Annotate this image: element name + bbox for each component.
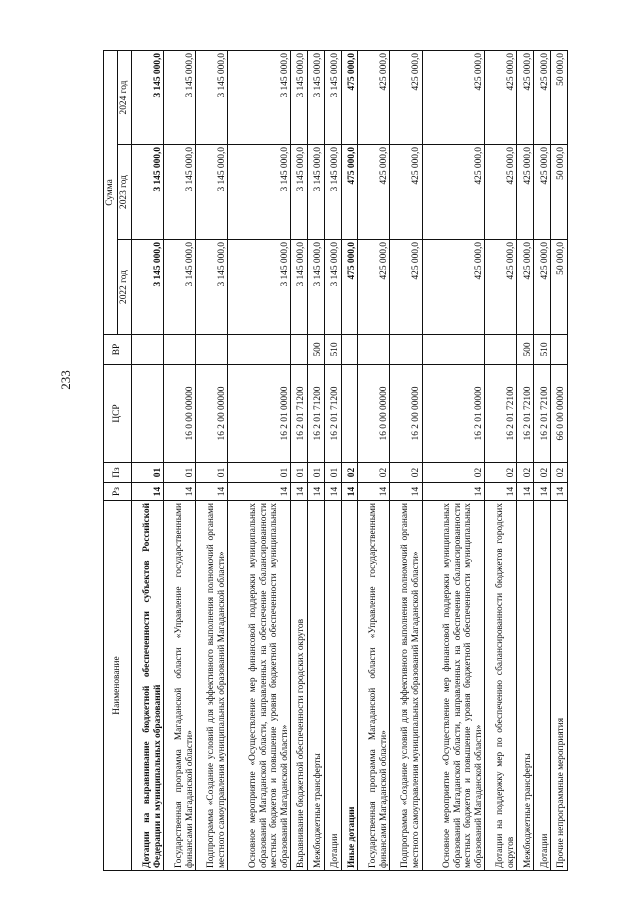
cell-2024: 425 000,0 — [534, 51, 551, 145]
cell-2023: 50 000,0 — [551, 145, 568, 240]
cell-2024: 3 145 000,0 — [196, 51, 228, 145]
cell-2022: 425 000,0 — [485, 240, 517, 335]
cell-vr — [485, 335, 517, 365]
cell-csr: 16 2 01 71200 — [307, 365, 324, 463]
table-row — [551, 51, 568, 871]
cell-pz: 02 — [341, 463, 358, 483]
cell-2023: 3 145 000,0 — [132, 145, 164, 240]
cell-vr: 510 — [534, 335, 551, 365]
cell-2022: 3 145 000,0 — [132, 240, 164, 335]
cell-2022: 3 145 000,0 — [196, 240, 228, 335]
cell-2023: 425 000,0 — [517, 145, 534, 240]
cell-name: Иные дотации — [341, 501, 358, 871]
table-row — [485, 51, 517, 871]
table-row — [341, 51, 358, 871]
cell-2023: 3 145 000,0 — [324, 145, 341, 240]
cell-vr — [341, 335, 358, 365]
cell-2022: 425 000,0 — [390, 240, 422, 335]
table-row — [534, 51, 551, 871]
cell-vr: 510 — [324, 335, 341, 365]
cell-name: Государственная программа Магаданской области «Управление государственными финансами Магаданской области» — [164, 501, 196, 871]
table-row — [228, 51, 291, 871]
cell-csr — [341, 365, 358, 463]
header-2023: 2023 год — [118, 145, 132, 240]
cell-rz: 14 — [534, 483, 551, 501]
cell-name: Межбюджетные трансферты — [517, 501, 534, 871]
cell-2024: 3 145 000,0 — [132, 51, 164, 145]
cell-pz: 02 — [517, 463, 534, 483]
cell-rz: 14 — [517, 483, 534, 501]
table-row — [422, 51, 485, 871]
cell-2022: 425 000,0 — [422, 240, 485, 335]
cell-pz: 01 — [164, 463, 196, 483]
cell-name: Выравнивание бюджетной обеспеченности городских округов — [291, 501, 308, 871]
header-name: Наименование — [104, 501, 132, 871]
cell-vr — [551, 335, 568, 365]
cell-vr: 500 — [517, 335, 534, 365]
cell-2023: 425 000,0 — [390, 145, 422, 240]
cell-csr: 16 2 01 72100 — [517, 365, 534, 463]
cell-csr: 16 2 01 71200 — [324, 365, 341, 463]
cell-2023: 3 145 000,0 — [228, 145, 291, 240]
cell-2024: 475 000,0 — [341, 51, 358, 145]
cell-csr: 16 2 01 00000 — [422, 365, 485, 463]
cell-vr — [291, 335, 308, 365]
cell-csr: 66 0 00 00000 — [551, 365, 568, 463]
table-body — [132, 51, 568, 871]
cell-rz: 14 — [307, 483, 324, 501]
cell-2024: 425 000,0 — [390, 51, 422, 145]
cell-name: Дотации на поддержку мер по обеспечению сбалансированности бюджетов городских округов — [485, 501, 517, 871]
table-row — [324, 51, 341, 871]
header-csr: ЦСР — [104, 365, 132, 463]
cell-rz: 14 — [551, 483, 568, 501]
cell-2024: 3 145 000,0 — [291, 51, 308, 145]
cell-2024: 50 000,0 — [551, 51, 568, 145]
header-pz: Пз — [104, 463, 132, 483]
cell-name: Основное мероприятие «Осуществление мер финансовой поддержки муниципальных образований Магаданской области, направленных на обеспечение сбалансированности местных бюджетов и повышение уровня бюджетной обеспеченности муниципальных образований Магаданской области» — [228, 501, 291, 871]
cell-pz: 02 — [534, 463, 551, 483]
cell-rz: 14 — [228, 483, 291, 501]
cell-pz: 02 — [390, 463, 422, 483]
cell-csr — [132, 365, 164, 463]
cell-2022: 3 145 000,0 — [164, 240, 196, 335]
cell-2022: 425 000,0 — [358, 240, 390, 335]
header-2022: 2022 год — [118, 240, 132, 335]
cell-pz: 01 — [291, 463, 308, 483]
cell-name: Дотации — [534, 501, 551, 871]
table-row — [291, 51, 308, 871]
cell-2023: 425 000,0 — [422, 145, 485, 240]
header-rz: Рз — [104, 483, 132, 501]
cell-rz: 14 — [341, 483, 358, 501]
cell-vr — [228, 335, 291, 365]
cell-pz: 01 — [324, 463, 341, 483]
cell-csr: 16 2 01 72100 — [534, 365, 551, 463]
cell-2022: 425 000,0 — [534, 240, 551, 335]
table-row — [358, 51, 390, 871]
cell-2022: 475 000,0 — [341, 240, 358, 335]
cell-2024: 3 145 000,0 — [228, 51, 291, 145]
cell-2023: 3 145 000,0 — [307, 145, 324, 240]
cell-2022: 3 145 000,0 — [307, 240, 324, 335]
table-row — [132, 51, 164, 871]
cell-rz: 14 — [164, 483, 196, 501]
cell-2022: 3 145 000,0 — [291, 240, 308, 335]
cell-vr — [358, 335, 390, 365]
cell-2023: 3 145 000,0 — [196, 145, 228, 240]
cell-rz: 14 — [422, 483, 485, 501]
cell-2022: 425 000,0 — [517, 240, 534, 335]
cell-name: Прочие непрограммные мероприятия — [551, 501, 568, 871]
cell-vr — [196, 335, 228, 365]
cell-pz: 02 — [551, 463, 568, 483]
cell-2023: 425 000,0 — [485, 145, 517, 240]
cell-pz: 01 — [228, 463, 291, 483]
cell-pz: 01 — [307, 463, 324, 483]
cell-2024: 425 000,0 — [358, 51, 390, 145]
cell-csr: 16 2 01 71200 — [291, 365, 308, 463]
table-row — [517, 51, 534, 871]
cell-2022: 3 145 000,0 — [324, 240, 341, 335]
cell-vr: 500 — [307, 335, 324, 365]
cell-pz: 01 — [196, 463, 228, 483]
cell-2024: 425 000,0 — [517, 51, 534, 145]
cell-pz: 02 — [422, 463, 485, 483]
cell-csr: 16 2 01 00000 — [228, 365, 291, 463]
table-row — [164, 51, 196, 871]
cell-rz: 14 — [324, 483, 341, 501]
budget-table — [103, 50, 568, 871]
cell-pz: 02 — [485, 463, 517, 483]
cell-2024: 425 000,0 — [422, 51, 485, 145]
rotated-table-container — [103, 51, 568, 871]
cell-2023: 475 000,0 — [341, 145, 358, 240]
cell-rz: 14 — [291, 483, 308, 501]
cell-name: Дотации на выравнивание бюджетной обеспеченности субъектов Российской Федерации и муниципальных образований — [132, 501, 164, 871]
cell-pz: 02 — [358, 463, 390, 483]
cell-name: Подпрограмма «Создание условий для эффективного выполнения полномочий органами местного самоуправления муниципальных образований Магаданской области» — [196, 501, 228, 871]
cell-name: Государственная программа Магаданской области «Управление государственными финансами Магаданской области» — [358, 501, 390, 871]
cell-rz: 14 — [132, 483, 164, 501]
cell-2022: 3 145 000,0 — [228, 240, 291, 335]
cell-2023: 425 000,0 — [534, 145, 551, 240]
table-row — [196, 51, 228, 871]
cell-rz: 14 — [196, 483, 228, 501]
cell-2024: 3 145 000,0 — [307, 51, 324, 145]
cell-pz: 01 — [132, 463, 164, 483]
cell-rz: 14 — [485, 483, 517, 501]
header-sum: Сумма — [104, 51, 118, 335]
cell-2024: 3 145 000,0 — [164, 51, 196, 145]
cell-name: Основное мероприятие «Осуществление мер финансовой поддержки муниципальных образований Магаданской области, направленных на обеспечение сбалансированности местных бюджетов и повышение уровня бюджетной обеспеченности муниципальных образований Магаданской области» — [422, 501, 485, 871]
cell-rz: 14 — [390, 483, 422, 501]
header-2024: 2024 год — [118, 51, 132, 145]
cell-csr: 16 2 00 00000 — [390, 365, 422, 463]
cell-2022: 50 000,0 — [551, 240, 568, 335]
cell-vr — [164, 335, 196, 365]
page-number: 233 — [57, 370, 73, 390]
cell-name: Дотации — [324, 501, 341, 871]
cell-name: Межбюджетные трансферты — [307, 501, 324, 871]
cell-2023: 3 145 000,0 — [291, 145, 308, 240]
cell-rz: 14 — [358, 483, 390, 501]
cell-2024: 3 145 000,0 — [324, 51, 341, 145]
cell-2023: 425 000,0 — [358, 145, 390, 240]
cell-csr: 16 2 00 00000 — [196, 365, 228, 463]
cell-csr: 16 2 01 72100 — [485, 365, 517, 463]
cell-vr — [422, 335, 485, 365]
table-row — [390, 51, 422, 871]
cell-2023: 3 145 000,0 — [164, 145, 196, 240]
header-vr: ВР — [104, 335, 132, 365]
cell-vr — [390, 335, 422, 365]
cell-2024: 425 000,0 — [485, 51, 517, 145]
cell-name: Подпрограмма «Создание условий для эффективного выполнения полномочий органами местного самоуправления муниципальных образований Магаданской области» — [390, 501, 422, 871]
table-row — [307, 51, 324, 871]
cell-csr: 16 0 00 00000 — [164, 365, 196, 463]
cell-csr: 16 0 00 00000 — [358, 365, 390, 463]
cell-vr — [132, 335, 164, 365]
